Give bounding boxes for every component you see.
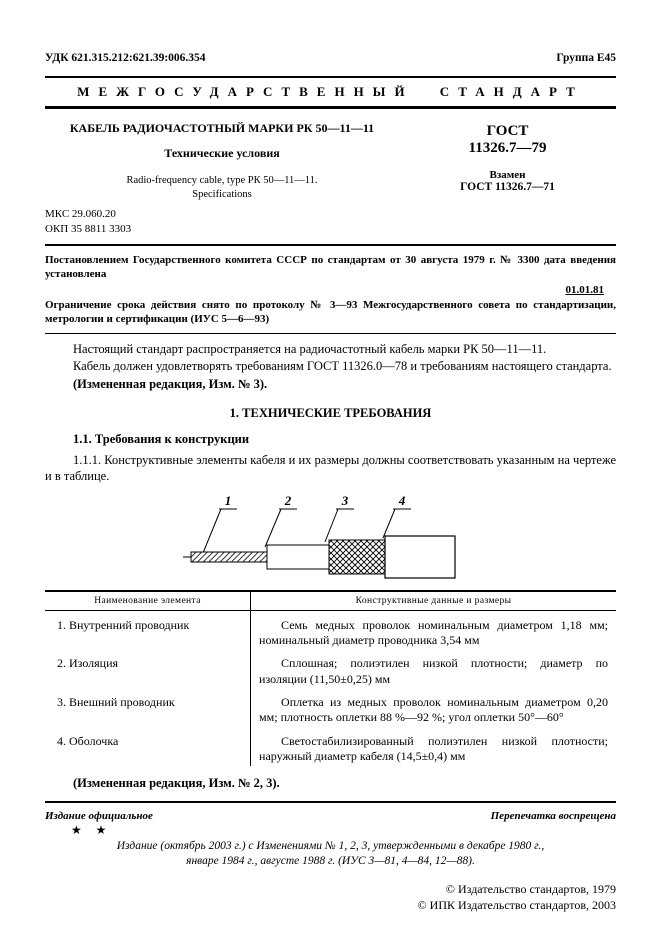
restriction-paragraph: Ограничение срока действия снято по протоколу № 3—93 Межгосударственного совета по стандартизации, метрологии и сертификации (ИУС 5—6—93) bbox=[45, 298, 616, 325]
title-english-line2: Specifications bbox=[192, 188, 252, 200]
divider-rule-top bbox=[45, 244, 616, 246]
table-header-name: Наименование элемента bbox=[45, 591, 251, 611]
document-title: КАБЕЛЬ РАДИОЧАСТОТНЫЙ МАРКИ РК 50—11—11 bbox=[69, 121, 375, 135]
clause-1-1-heading: 1.1. Требования к конструкции bbox=[73, 432, 250, 447]
table-row bbox=[45, 610, 616, 649]
copyright-block bbox=[45, 881, 616, 913]
section-1-heading: 1. ТЕХНИЧЕСКИЕ ТРЕБОВАНИЯ bbox=[229, 405, 432, 420]
edition-note: Издание (октябрь 2003 г.) с Изменениями № 1, 2, 3, утвержденными в декабре 1980 г., январе 1984 г., августе 1988 г. (ИУС 3—81, 4—84, 12—88). bbox=[116, 840, 545, 867]
element-name-cell: 1. Внутренний проводник bbox=[45, 610, 251, 649]
inner-conductor-section bbox=[191, 552, 267, 562]
drawing-label-4: 4 bbox=[398, 492, 405, 508]
classification-codes bbox=[45, 207, 616, 237]
drawing-label-1: 1 bbox=[224, 492, 231, 508]
replaces-label: Взамен bbox=[489, 169, 526, 181]
element-data-cell: Семь медных проволок номинальным диаметром 1,18 мм; номинальный диаметр проводника 3,54 мм bbox=[259, 617, 608, 648]
table-header-row bbox=[45, 591, 616, 611]
body-text bbox=[45, 341, 616, 485]
effective-date: 01.01.81 bbox=[565, 283, 604, 296]
drawing-label-3: 3 bbox=[341, 492, 348, 508]
scope-paragraph: Настоящий стандарт распространяется на радиочастотный кабель марки РК 50—11—11. bbox=[73, 342, 547, 357]
mks-code: МКС 29.060.20 bbox=[45, 208, 116, 221]
clause-1-1-1-paragraph: 1.1.1. Конструктивные элементы кабеля и их размеры должны соответствовать указанным на чертеже и в таблице. bbox=[45, 452, 616, 484]
top-codes-row bbox=[45, 52, 616, 64]
element-name-cell: 2. Изоляция bbox=[45, 649, 251, 688]
construction-table bbox=[45, 590, 616, 766]
element-data-cell: Светостабилизированный полиэтилен низкой плотности; наружный диаметр кабеля (14,5±0,4) мм bbox=[259, 733, 608, 764]
title-english-line1: Radio-frequency cable, type РК 50—11—11. bbox=[126, 175, 318, 186]
reprint-prohibited-label: Перепечатка воспрещена bbox=[490, 810, 616, 823]
cable-drawing bbox=[181, 493, 481, 581]
table-row bbox=[45, 688, 616, 727]
footer-labels-row bbox=[45, 810, 616, 822]
table-row bbox=[45, 727, 616, 766]
edition-stars: ★ ★ bbox=[71, 823, 112, 838]
element-name-cell: 3. Внешний проводник bbox=[45, 688, 251, 727]
table-header-data: Конструктивные данные и размеры bbox=[251, 591, 616, 611]
banner-text: МЕЖГОСУДАРСТВЕННЫЙ СТАНДАРТ bbox=[77, 84, 584, 99]
udk-code: УДК 621.315.212:621.39:006.354 bbox=[45, 52, 206, 64]
official-edition-label: Издание официальное bbox=[45, 810, 153, 823]
footer-rule bbox=[45, 801, 616, 803]
gost-number: 11326.7—79 bbox=[468, 140, 547, 156]
braid-section bbox=[329, 540, 385, 574]
okp-code: ОКП 35 8811 3303 bbox=[45, 223, 132, 236]
cable-drawing-container bbox=[45, 493, 616, 586]
amendment-note-2: (Измененная редакция, Изм. № 2, 3). bbox=[73, 775, 280, 790]
element-name-cell: 4. Оболочка bbox=[45, 727, 251, 766]
compliance-paragraph: Кабель должен удовлетворять требованиям ГОСТ 11326.0—78 и требованиям настоящего стандарта. bbox=[73, 358, 612, 373]
element-data-cell: Оплетка из медных проволок номинальным диаметром 0,20 мм; плотность оплетки 88 %—92 %; угол оплетки 50°—60° bbox=[259, 695, 608, 725]
divider-rule-decree bbox=[45, 333, 616, 334]
decree-paragraph: Постановлением Государственного комитета СССР по стандартам от 30 августа 1979 г. № 3300 дата введения установлена bbox=[45, 253, 616, 281]
standard-banner bbox=[45, 76, 616, 109]
replaces-number: ГОСТ 11326.7—71 bbox=[460, 181, 555, 193]
document-subtitle: Технические условия bbox=[164, 146, 280, 160]
copyright-1979: © Издательство стандартов, 1979 bbox=[445, 881, 616, 896]
insulation-section bbox=[267, 545, 329, 569]
title-left-column bbox=[45, 121, 399, 201]
element-data-cell: Сплошная; полиэтилен низкой плотности; диаметр по изоляции (11,50±0,25) мм bbox=[259, 656, 608, 686]
copyright-2003: © ИПК Издательство стандартов, 2003 bbox=[417, 898, 616, 913]
sheath-section bbox=[385, 536, 455, 578]
gost-label: ГОСТ bbox=[486, 123, 529, 139]
amendment-note-1: (Измененная редакция, Изм. № 3). bbox=[73, 377, 268, 392]
table-row bbox=[45, 649, 616, 688]
drawing-label-2: 2 bbox=[284, 492, 291, 508]
group-code: Группа Е45 bbox=[556, 52, 616, 64]
title-block bbox=[45, 121, 616, 201]
title-right-column bbox=[399, 121, 616, 201]
